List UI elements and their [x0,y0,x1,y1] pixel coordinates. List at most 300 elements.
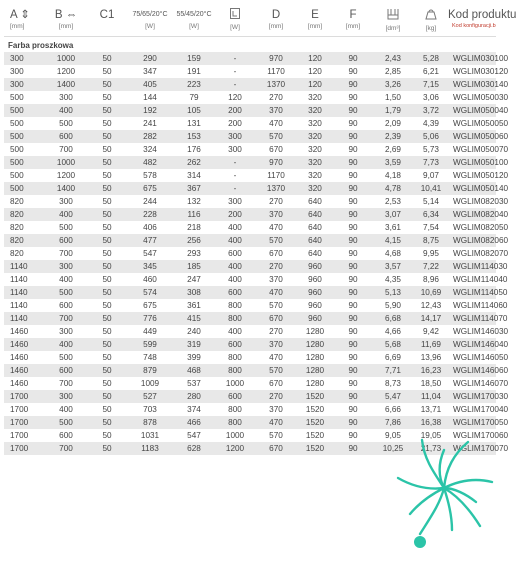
table-cell: 50 [88,260,126,273]
table-cell: 223 [174,78,214,91]
table-cell: 7,71 [372,364,414,377]
table-cell: 300 [4,65,44,78]
table-cell: 820 [4,234,44,247]
table-cell: 50 [88,377,126,390]
table-cell: 293 [174,247,214,260]
table-cell: 1000 [214,377,256,390]
table-cell: 482 [126,156,174,169]
table-cell: 600 [44,364,88,377]
table-cell: 675 [126,299,174,312]
table-cell: 79 [174,91,214,104]
table-cell: 600 [44,299,88,312]
col-header-electric-power: [W] [214,6,256,37]
table-cell: 3,26 [372,78,414,91]
table-cell: 50 [88,351,126,364]
table-cell: 6,69 [372,351,414,364]
table-cell: 1700 [4,403,44,416]
table-row [4,260,496,273]
table-cell: 405 [126,78,174,91]
table-cell: 90 [334,377,372,390]
table-cell: WGLIM050060 [448,130,496,143]
table-cell: 50 [88,156,126,169]
table-cell: 120 [296,65,334,78]
table-cell: 1000 [44,52,88,65]
col-header-product-code: Kod produktu Kod konfiguracji.b [448,9,516,29]
table-cell: 120 [296,78,334,91]
table-cell: 319 [174,338,214,351]
table-cell: 2,53 [372,195,414,208]
table-cell: 308 [174,286,214,299]
table-cell: 1400 [44,78,88,91]
table-cell: WGLIM114030 [448,260,496,273]
table-cell: 500 [4,143,44,156]
table-cell: 700 [44,247,88,260]
table-cell: 7,15 [414,78,448,91]
table-cell: 4,35 [372,273,414,286]
table-cell: 4,66 [372,325,414,338]
table-cell: 1000 [214,429,256,442]
table-cell: 3,72 [414,104,448,117]
logo-stroke [444,488,480,526]
table-cell: 4,68 [372,247,414,260]
table-cell: 600 [214,390,256,403]
table-cell: 5,47 [372,390,414,403]
table-cell: 470 [256,416,296,429]
table-cell: 6,34 [414,208,448,221]
table-cell: 800 [214,351,256,364]
table-cell: 640 [296,195,334,208]
table-row [4,65,496,78]
table-cell: 970 [256,156,296,169]
table-cell: 50 [88,182,126,195]
table-cell: 90 [334,65,372,78]
table-cell: 670 [256,312,296,325]
table-cell: 90 [334,104,372,117]
table-cell: 90 [334,286,372,299]
table-cell: WGLIM082050 [448,221,496,234]
table-cell: 240 [174,325,214,338]
logo-stroke [420,488,444,534]
table-cell: 50 [88,429,126,442]
table-cell: 90 [334,312,372,325]
table-cell: 105 [174,104,214,117]
table-cell: 1280 [296,338,334,351]
table-row [4,338,496,351]
logo-stroke [398,478,444,489]
table-cell: 5,90 [372,299,414,312]
col-header-c1: C1 [99,9,115,21]
table-cell: 50 [88,247,126,260]
table-cell: 11,04 [414,390,448,403]
table-cell: 4,15 [372,234,414,247]
table-cell: 13,71 [414,403,448,416]
table-cell: - [214,52,256,65]
table-cell: 370 [256,338,296,351]
table-cell: WGLIM170040 [448,403,496,416]
table-cell: 600 [44,429,88,442]
table-cell: 570 [256,234,296,247]
table-cell: 191 [174,65,214,78]
table-cell: 9,05 [372,429,414,442]
table-cell: 320 [296,156,334,169]
table-cell: 50 [88,403,126,416]
table-cell: 367 [174,182,214,195]
table-cell: 370 [256,208,296,221]
table-row [4,78,496,91]
table-cell: 11,69 [414,338,448,351]
table-cell: 470 [256,286,296,299]
table-cell: 300 [4,52,44,65]
table-cell: 1170 [256,169,296,182]
table-cell: 50 [88,442,126,455]
table-cell: 800 [214,403,256,416]
table-cell: 90 [334,442,372,455]
table-cell: WGLIM146030 [448,325,496,338]
table-cell: 400 [44,104,88,117]
table-cell: 3,61 [372,221,414,234]
table-cell: WGLIM114070 [448,312,496,325]
table-cell: 90 [334,247,372,260]
table-row [4,156,496,169]
table-cell: 3,07 [372,208,414,221]
table-cell: 50 [88,104,126,117]
table-cell: 19,05 [414,429,448,442]
table-cell: 347 [126,65,174,78]
table-cell: 300 [44,390,88,403]
table-cell: 1520 [296,403,334,416]
table-cell: 14,17 [414,312,448,325]
col-header-volume: [dm³] [372,6,414,37]
table-cell: 748 [126,351,174,364]
table-cell: 50 [88,91,126,104]
table-cell: 599 [126,338,174,351]
table-cell: 345 [126,260,174,273]
table-row [4,364,496,377]
table-row [4,390,496,403]
table-cell: WGLIM050070 [448,143,496,156]
table-cell: 270 [256,325,296,338]
table-row [4,117,496,130]
table-cell: 50 [88,299,126,312]
table-cell: 400 [214,260,256,273]
table-cell: 1700 [4,416,44,429]
table-cell: 820 [4,247,44,260]
table-cell: WGLIM114050 [448,286,496,299]
table-cell: 600 [214,338,256,351]
table-cell: 320 [296,130,334,143]
table-cell: WGLIM146070 [448,377,496,390]
table-cell: 361 [174,299,214,312]
table-cell: 960 [296,299,334,312]
table-cell: 2,39 [372,130,414,143]
table-cell: 18,50 [414,377,448,390]
table-cell: 218 [174,221,214,234]
table-cell: 1,50 [372,91,414,104]
table-cell: 600 [44,130,88,143]
table-cell: 90 [334,156,372,169]
table-cell: 50 [88,390,126,403]
table-cell: 90 [334,195,372,208]
table-cell: 153 [174,130,214,143]
table-cell: 300 [44,195,88,208]
table-row [4,351,496,364]
table-cell: 50 [88,416,126,429]
table-cell: 5,28 [414,52,448,65]
table-cell: 90 [334,221,372,234]
table-cell: 120 [214,91,256,104]
table-cell: 600 [44,234,88,247]
table-cell: 640 [296,247,334,260]
table-cell: 300 [214,195,256,208]
table-cell: 5,68 [372,338,414,351]
table-cell: 90 [334,169,372,182]
table-cell: 5,14 [414,195,448,208]
table-cell: 820 [4,195,44,208]
table-cell: 90 [334,338,372,351]
table-cell: 1,79 [372,104,414,117]
table-cell: 8,75 [414,234,448,247]
table-cell: 1200 [44,169,88,182]
table-cell: 10,25 [372,442,414,455]
table-cell: 3,59 [372,156,414,169]
table-cell: 90 [334,351,372,364]
table-cell: WGLIM114060 [448,299,496,312]
table-cell: 2,43 [372,52,414,65]
table-cell: 270 [256,195,296,208]
table-cell: 960 [296,286,334,299]
table-cell: 21,73 [414,442,448,455]
table-cell: WGLIM082030 [448,195,496,208]
table-cell: 4,39 [414,117,448,130]
table-cell: 300 [44,91,88,104]
table-cell: 1031 [126,429,174,442]
table-cell: WGLIM030100 [448,52,496,65]
table-cell: 1370 [256,182,296,195]
table-cell: 406 [126,221,174,234]
table-cell: 1200 [214,442,256,455]
table-row [4,416,496,429]
table-cell: 13,96 [414,351,448,364]
table-cell: 90 [334,364,372,377]
col-header-e: E [mm] [307,9,323,30]
table-cell: 90 [334,91,372,104]
table-row [4,299,496,312]
table-cell: 400 [44,338,88,351]
table-cell: 320 [296,143,334,156]
table-cell: 90 [334,182,372,195]
table-cell: 320 [296,117,334,130]
table-cell: WGLIM146060 [448,364,496,377]
table-cell: 1460 [4,338,44,351]
table-cell: 1460 [4,377,44,390]
table-cell: 500 [4,117,44,130]
table-cell: 1520 [296,442,334,455]
table-row [4,52,496,65]
table-cell: 300 [214,143,256,156]
table-row [4,429,496,442]
table-cell: 270 [256,260,296,273]
table-cell: 1460 [4,325,44,338]
product-table [4,6,516,455]
table-cell: 640 [296,234,334,247]
table-row [4,169,496,182]
table-cell: 400 [214,221,256,234]
table-cell: 776 [126,312,174,325]
table-row [4,234,496,247]
table-cell: 370 [256,273,296,286]
table-cell: 879 [126,364,174,377]
table-cell: 280 [174,390,214,403]
table-cell: 970 [256,52,296,65]
table-cell: 90 [334,143,372,156]
table-cell: 500 [4,156,44,169]
logo-stroke [444,488,452,530]
table-cell: 500 [44,286,88,299]
table-cell: 878 [126,416,174,429]
table-cell: 320 [296,182,334,195]
col-header-power-55: 55/45/20°C [W] [176,11,212,30]
table-cell: 374 [174,403,214,416]
table-cell: 50 [88,78,126,91]
table-cell: 320 [296,104,334,117]
table-cell: 50 [88,273,126,286]
table-cell: 1280 [296,377,334,390]
table-cell: 50 [88,364,126,377]
table-cell: 400 [44,273,88,286]
table-cell: 1460 [4,364,44,377]
table-cell: 90 [334,78,372,91]
table-cell: 90 [334,403,372,416]
table-cell: 370 [256,104,296,117]
table-cell: 90 [334,260,372,273]
table-cell: 7,22 [414,260,448,273]
table-cell: WGLIM050100 [448,156,496,169]
table-cell: 537 [174,377,214,390]
table-cell: 290 [126,52,174,65]
table-cell: 50 [88,117,126,130]
table-cell: 50 [88,52,126,65]
table-cell: 400 [214,234,256,247]
weight-icon [425,8,437,24]
table-cell: 50 [88,312,126,325]
table-cell: 470 [256,351,296,364]
table-row [4,273,496,286]
table-cell: 960 [296,312,334,325]
section-title: Farba proszkowa [4,37,496,53]
table-cell: 320 [296,91,334,104]
table-cell: - [214,65,256,78]
table-cell: 7,86 [372,416,414,429]
table-cell: 2,85 [372,65,414,78]
table-cell: 50 [88,130,126,143]
table-cell: 700 [44,312,88,325]
table-cell: 16,38 [414,416,448,429]
table-cell: 700 [44,377,88,390]
table-cell: 640 [296,208,334,221]
table-cell: 6,68 [372,312,414,325]
table-cell: 270 [256,390,296,403]
table-row [4,442,496,455]
col-header-f: F [mm] [345,9,361,30]
table-cell: 176 [174,143,214,156]
table-cell: 90 [334,390,372,403]
table-row [4,182,496,195]
table-cell: WGLIM050140 [448,182,496,195]
table-cell: 300 [214,130,256,143]
table-cell: 50 [88,338,126,351]
table-cell: 90 [334,273,372,286]
table-row [4,312,496,325]
table-cell: 90 [334,429,372,442]
power-icon [230,8,240,23]
table-cell: 90 [334,208,372,221]
table-cell: 675 [126,182,174,195]
table-cell: 159 [174,52,214,65]
table-cell: 1170 [256,65,296,78]
table-cell: 500 [44,351,88,364]
table-cell: 8,73 [372,377,414,390]
table-cell: 300 [44,260,88,273]
table-row [4,195,496,208]
table-cell: 570 [256,299,296,312]
table-cell: WGLIM170050 [448,416,496,429]
table-cell: 1700 [4,390,44,403]
table-cell: 670 [256,377,296,390]
table-cell: 820 [4,208,44,221]
table-cell: 1183 [126,442,174,455]
table-cell: 570 [256,429,296,442]
table-cell: 50 [88,143,126,156]
table-cell: 820 [4,221,44,234]
table-cell: 1370 [256,78,296,91]
table-cell: 300 [4,78,44,91]
table-cell: 399 [174,351,214,364]
table-cell: 3,57 [372,260,414,273]
table-cell: 50 [88,169,126,182]
table-cell: 628 [174,442,214,455]
table-cell: 90 [334,299,372,312]
table-cell: 1520 [296,416,334,429]
table-cell: - [214,169,256,182]
table-cell: 370 [256,403,296,416]
table-cell: WGLIM082070 [448,247,496,260]
table-cell: 90 [334,52,372,65]
table-cell: WGLIM050030 [448,91,496,104]
table-cell: 7,73 [414,156,448,169]
table-row [4,403,496,416]
table-cell: 1700 [4,429,44,442]
table-cell: 400 [214,273,256,286]
table-cell: 547 [126,247,174,260]
table-cell: 1520 [296,429,334,442]
table-cell: 570 [256,130,296,143]
logo-stroke [444,480,492,488]
table-row [4,104,496,117]
table-cell: 90 [334,117,372,130]
table-cell: 90 [334,130,372,143]
logo-stroke [440,450,445,488]
table-cell: 400 [44,208,88,221]
table-cell: WGLIM030140 [448,78,496,91]
table-cell: 4,18 [372,169,414,182]
table-row [4,221,496,234]
table-cell: 2,69 [372,143,414,156]
col-header-weight: [kg] [414,6,448,37]
table-cell: 470 [256,221,296,234]
table-cell: 131 [174,117,214,130]
table-cell: 1140 [4,273,44,286]
table-cell: 1520 [296,390,334,403]
